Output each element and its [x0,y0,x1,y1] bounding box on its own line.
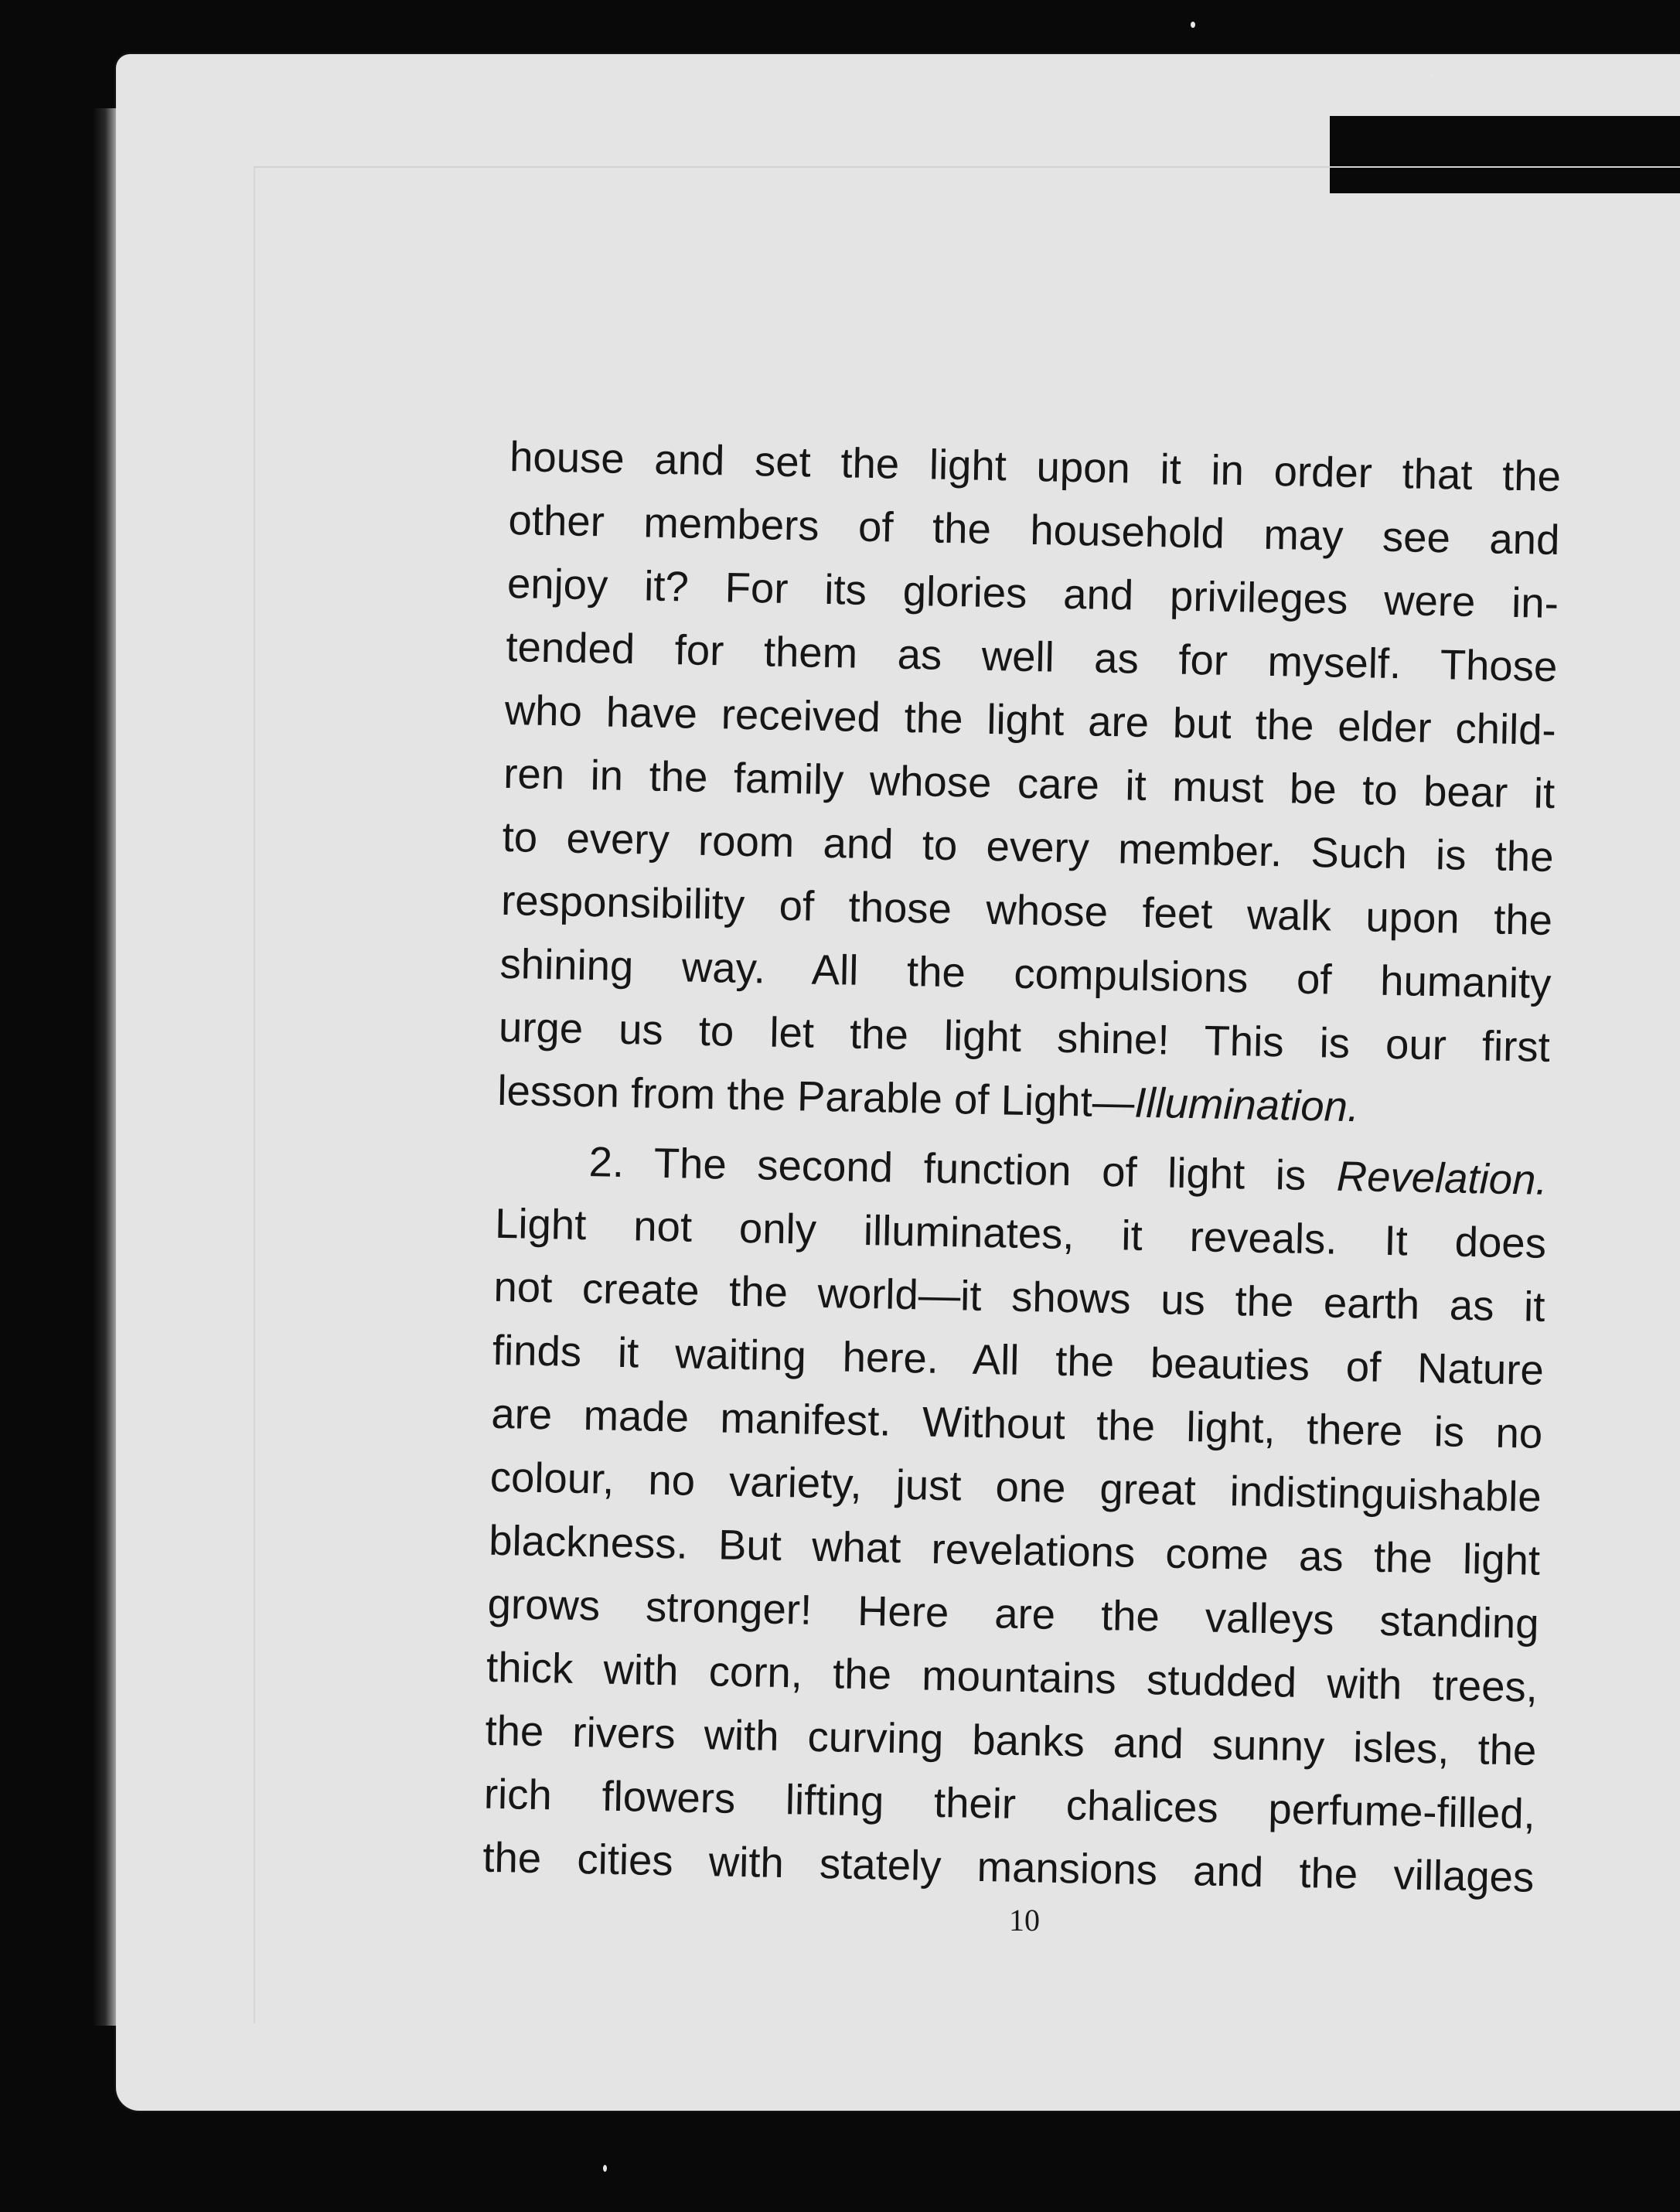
page-number: 10 [1009,1903,1040,1938]
text-line: finds it waiting here. All the beauties of Nature [492,1326,1545,1394]
text-line: thick with corn, the mountains studded with trees, [486,1643,1539,1711]
text-line: responsibility of those whose feet walk upon the [500,876,1553,944]
text-line: house and set the light upon it in order that the [509,432,1562,501]
text-line: grows stronger! Here are the valleys standing [487,1580,1540,1648]
text-line: blackness. But what revelations come as the light [488,1516,1541,1584]
text-line: to every room and to every member. Such is the [502,813,1555,881]
text-line: other members of the household may see and [508,496,1560,564]
text-line: ren in the family whose care it must be to bear it [503,749,1556,818]
text-line: rich flowers lifting their chalices perfume-filled, [483,1770,1536,1838]
text-line: tended for them as well as for myself. Those [505,622,1558,691]
text-segment: lesson from the Parable of Light— [496,1066,1135,1126]
text-line: enjoy it? For its glories and privileges were in- [506,559,1559,628]
dust-speck [1191,22,1195,28]
text-line: the cities with stately mansions and the villages [482,1833,1535,1901]
text-line: the rivers with curving banks and sunny isles, the [484,1706,1537,1774]
text-line: colour, no variety, just one great indistinguishable [489,1453,1542,1521]
text-line: shining way. All the compulsions of humanity [499,939,1552,1007]
dust-speck [1430,73,1433,77]
text-line: who have received the light are but the elder child- [504,686,1557,755]
italic-term: Revelation. [1336,1152,1549,1204]
text-line: urge us to let the light shine! This is our first [498,1003,1551,1071]
text-line: are made manifest. Without the light, there is no [490,1389,1543,1457]
body-text [482,425,1562,1910]
text-segment: 2. The second function of light is [588,1138,1338,1200]
italic-term: Illumination. [1133,1079,1360,1131]
dust-speck [603,2165,607,2172]
text-line: not create the world—it shows us the earth as it [493,1263,1545,1331]
text-line: Light not only illuminates, it reveals. It does [494,1199,1547,1267]
